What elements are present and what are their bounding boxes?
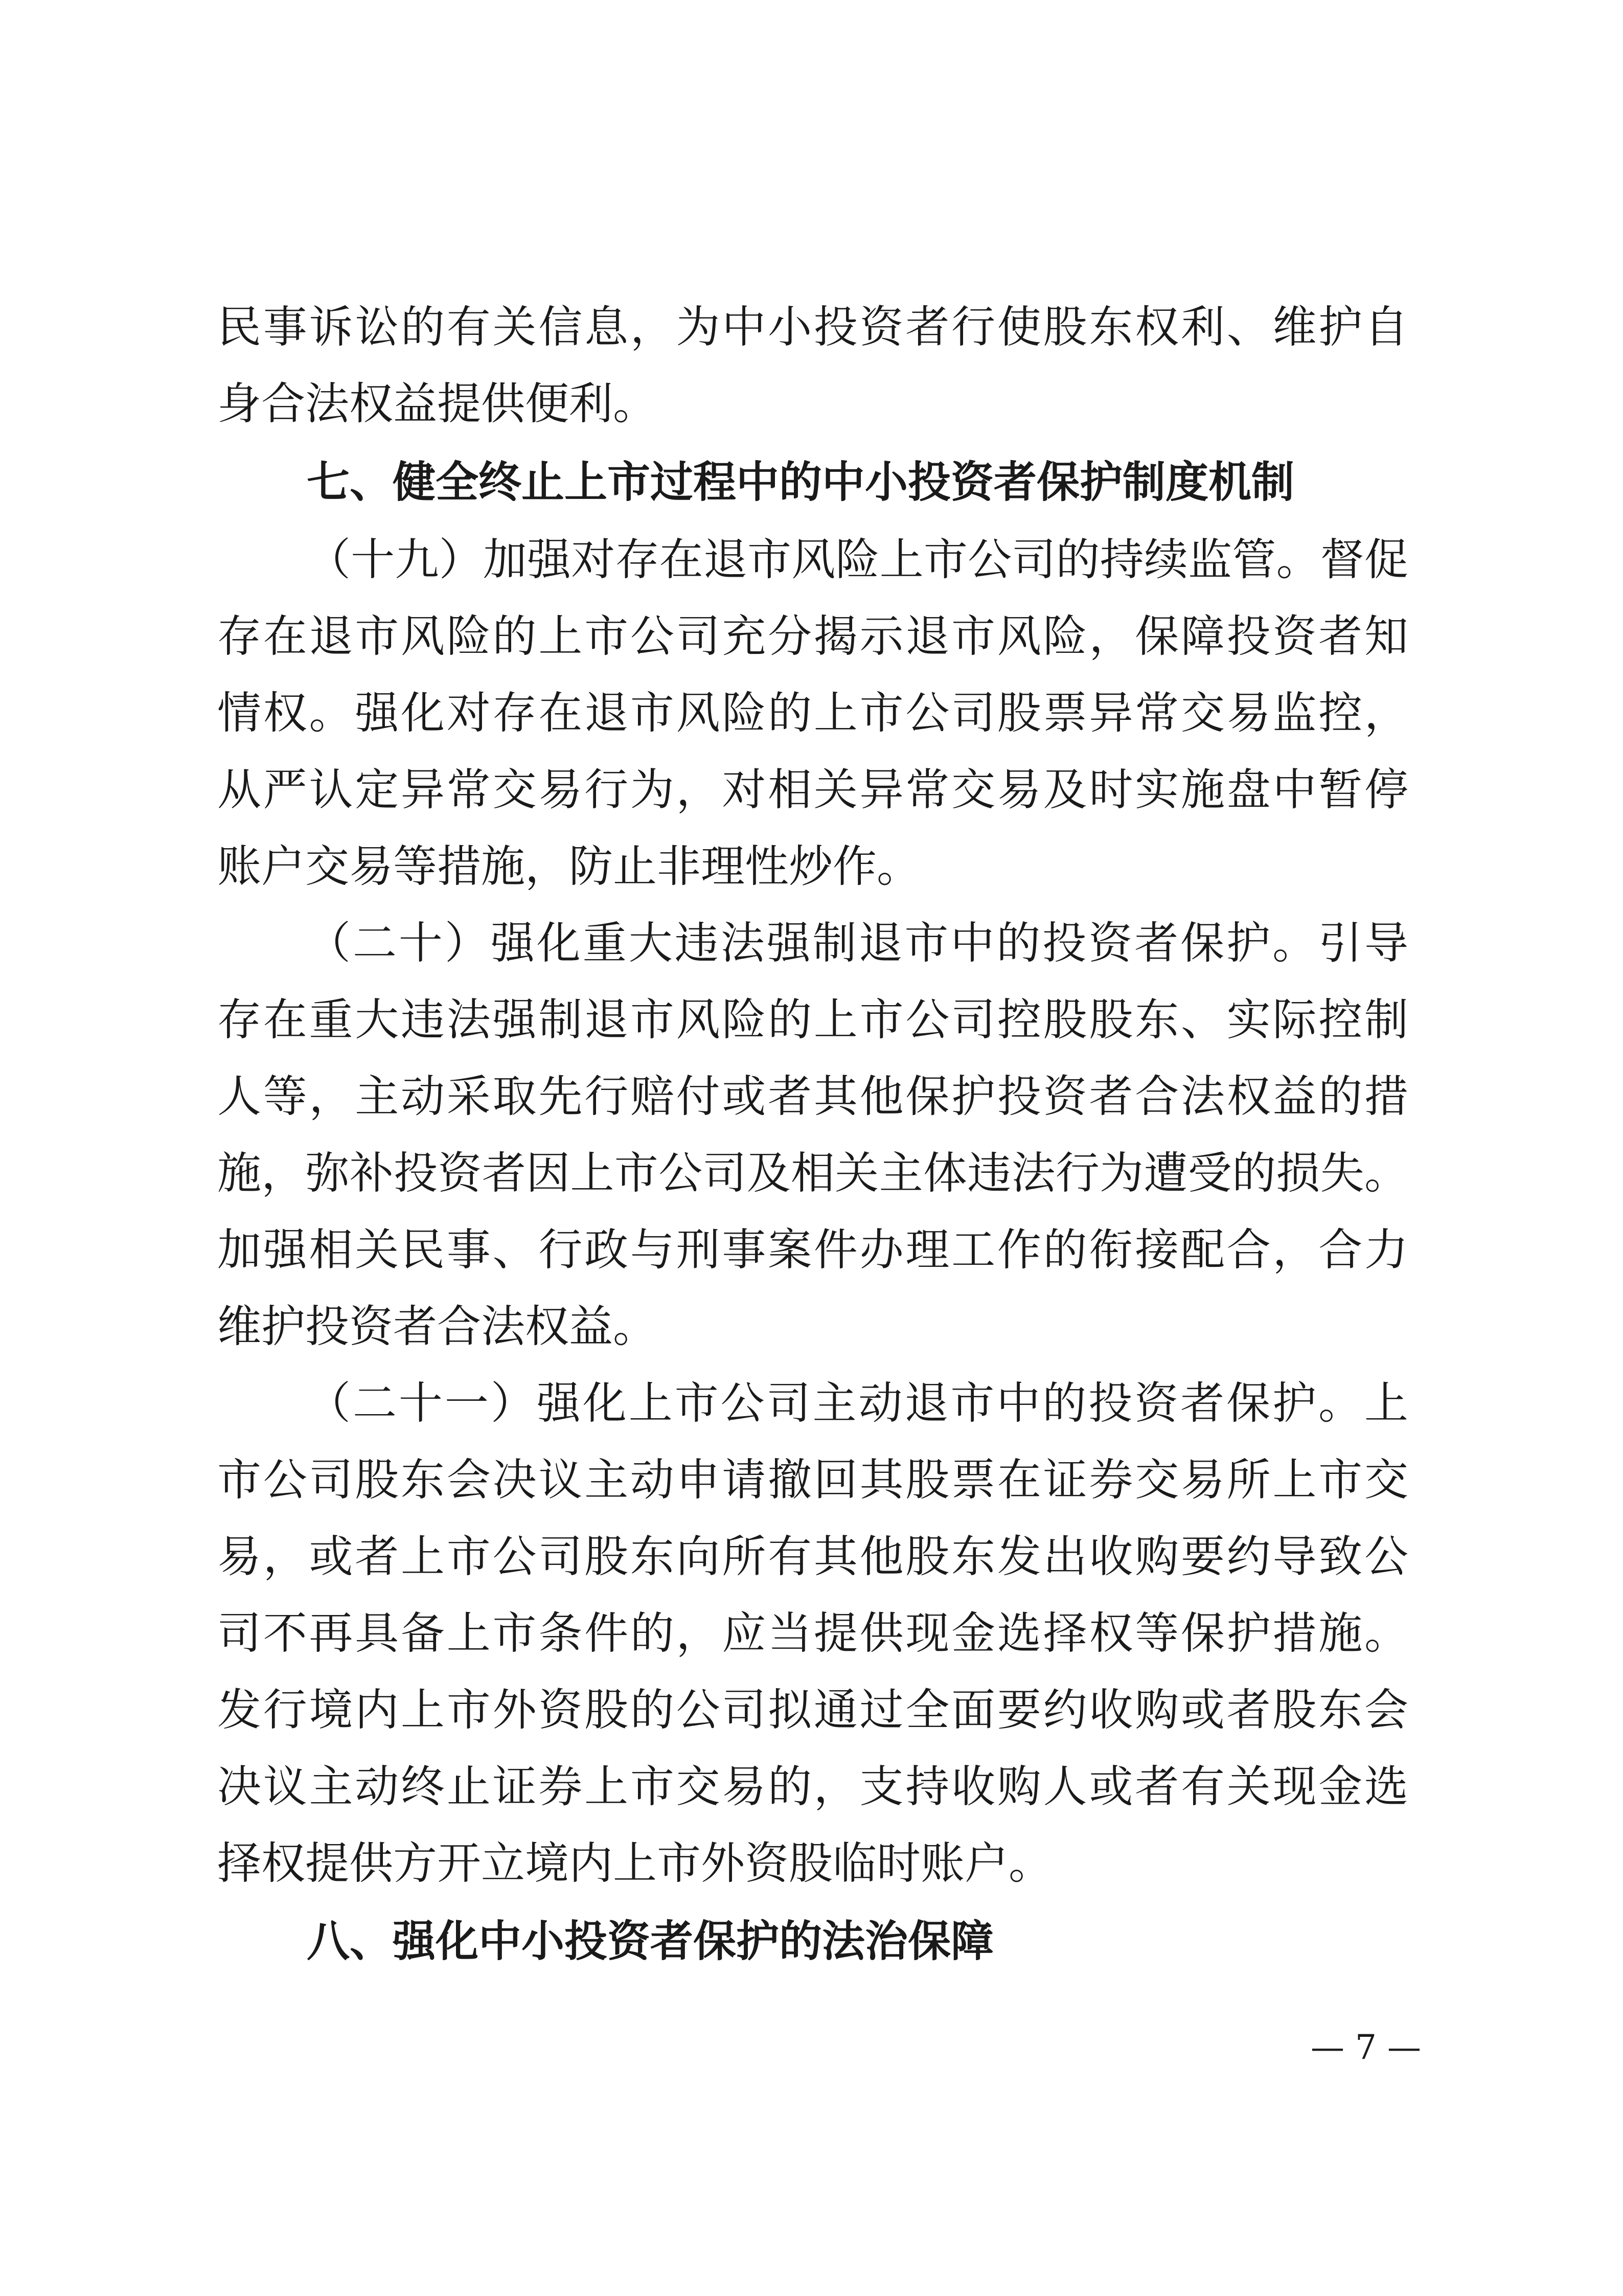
text-line: 民事诉讼的有关信息，为中小投资者行使股东权利、维护自 [217,302,1408,353]
text-line: 账户交易等措施，防止非理性炒作。 [217,841,921,892]
text-line: 从严认定异常交易行为，对相关异常交易及时实施盘中暂停 [217,764,1408,815]
text-line: 发行境内上市外资股的公司拟通过全面要约收购或者股东会 [217,1685,1408,1736]
section-heading: 七、健全终止上市过程中的中小投资者保护制度机制 [307,457,1295,507]
text-line: 加强相关民事、行政与刑事案件办理工作的衔接配合，合力 [217,1224,1408,1276]
text-line: 择权提供方开立境内上市外资股临时账户。 [217,1838,1053,1889]
section-heading: 八、强化中小投资者保护的法治保障 [307,1916,994,1966]
text-line: 人等，主动采取先行赔付或者其他保护投资者合法权益的措 [217,1071,1408,1122]
text-line: 决议主动终止证券上市交易的，支持收购人或者有关现金选 [217,1761,1408,1812]
text-line: 身合法权益提供便利。 [217,378,657,429]
text-line: 司不再具备上市条件的，应当提供现金选择权等保护措施。 [217,1608,1408,1659]
text-line: （二十）强化重大违法强制退市中的投资者保护。引导 [307,918,1408,969]
text-line: 存在重大违法强制退市风险的上市公司控股股东、实际控制 [217,994,1408,1045]
text-line: 市公司股东会决议主动申请撤回其股票在证券交易所上市交 [217,1454,1408,1506]
page-number: — 7 — [1311,2028,1421,2067]
text-line: （二十一）强化上市公司主动退市中的投资者保护。上 [307,1378,1408,1429]
text-line: 施，弥补投资者因上市公司及相关主体违法行为遭受的损失。 [217,1148,1408,1199]
text-line: 存在退市风险的上市公司充分揭示退市风险，保障投资者知 [217,611,1408,662]
text-line: （十九）加强对存在退市风险上市公司的持续监管。督促 [307,534,1408,585]
text-line: 维护投资者合法权益。 [217,1301,657,1352]
text-line: 情权。强化对存在退市风险的上市公司股票异常交易监控， [217,688,1408,739]
text-line: 易，或者上市公司股东向所有其他股东发出收购要约导致公 [217,1531,1408,1582]
